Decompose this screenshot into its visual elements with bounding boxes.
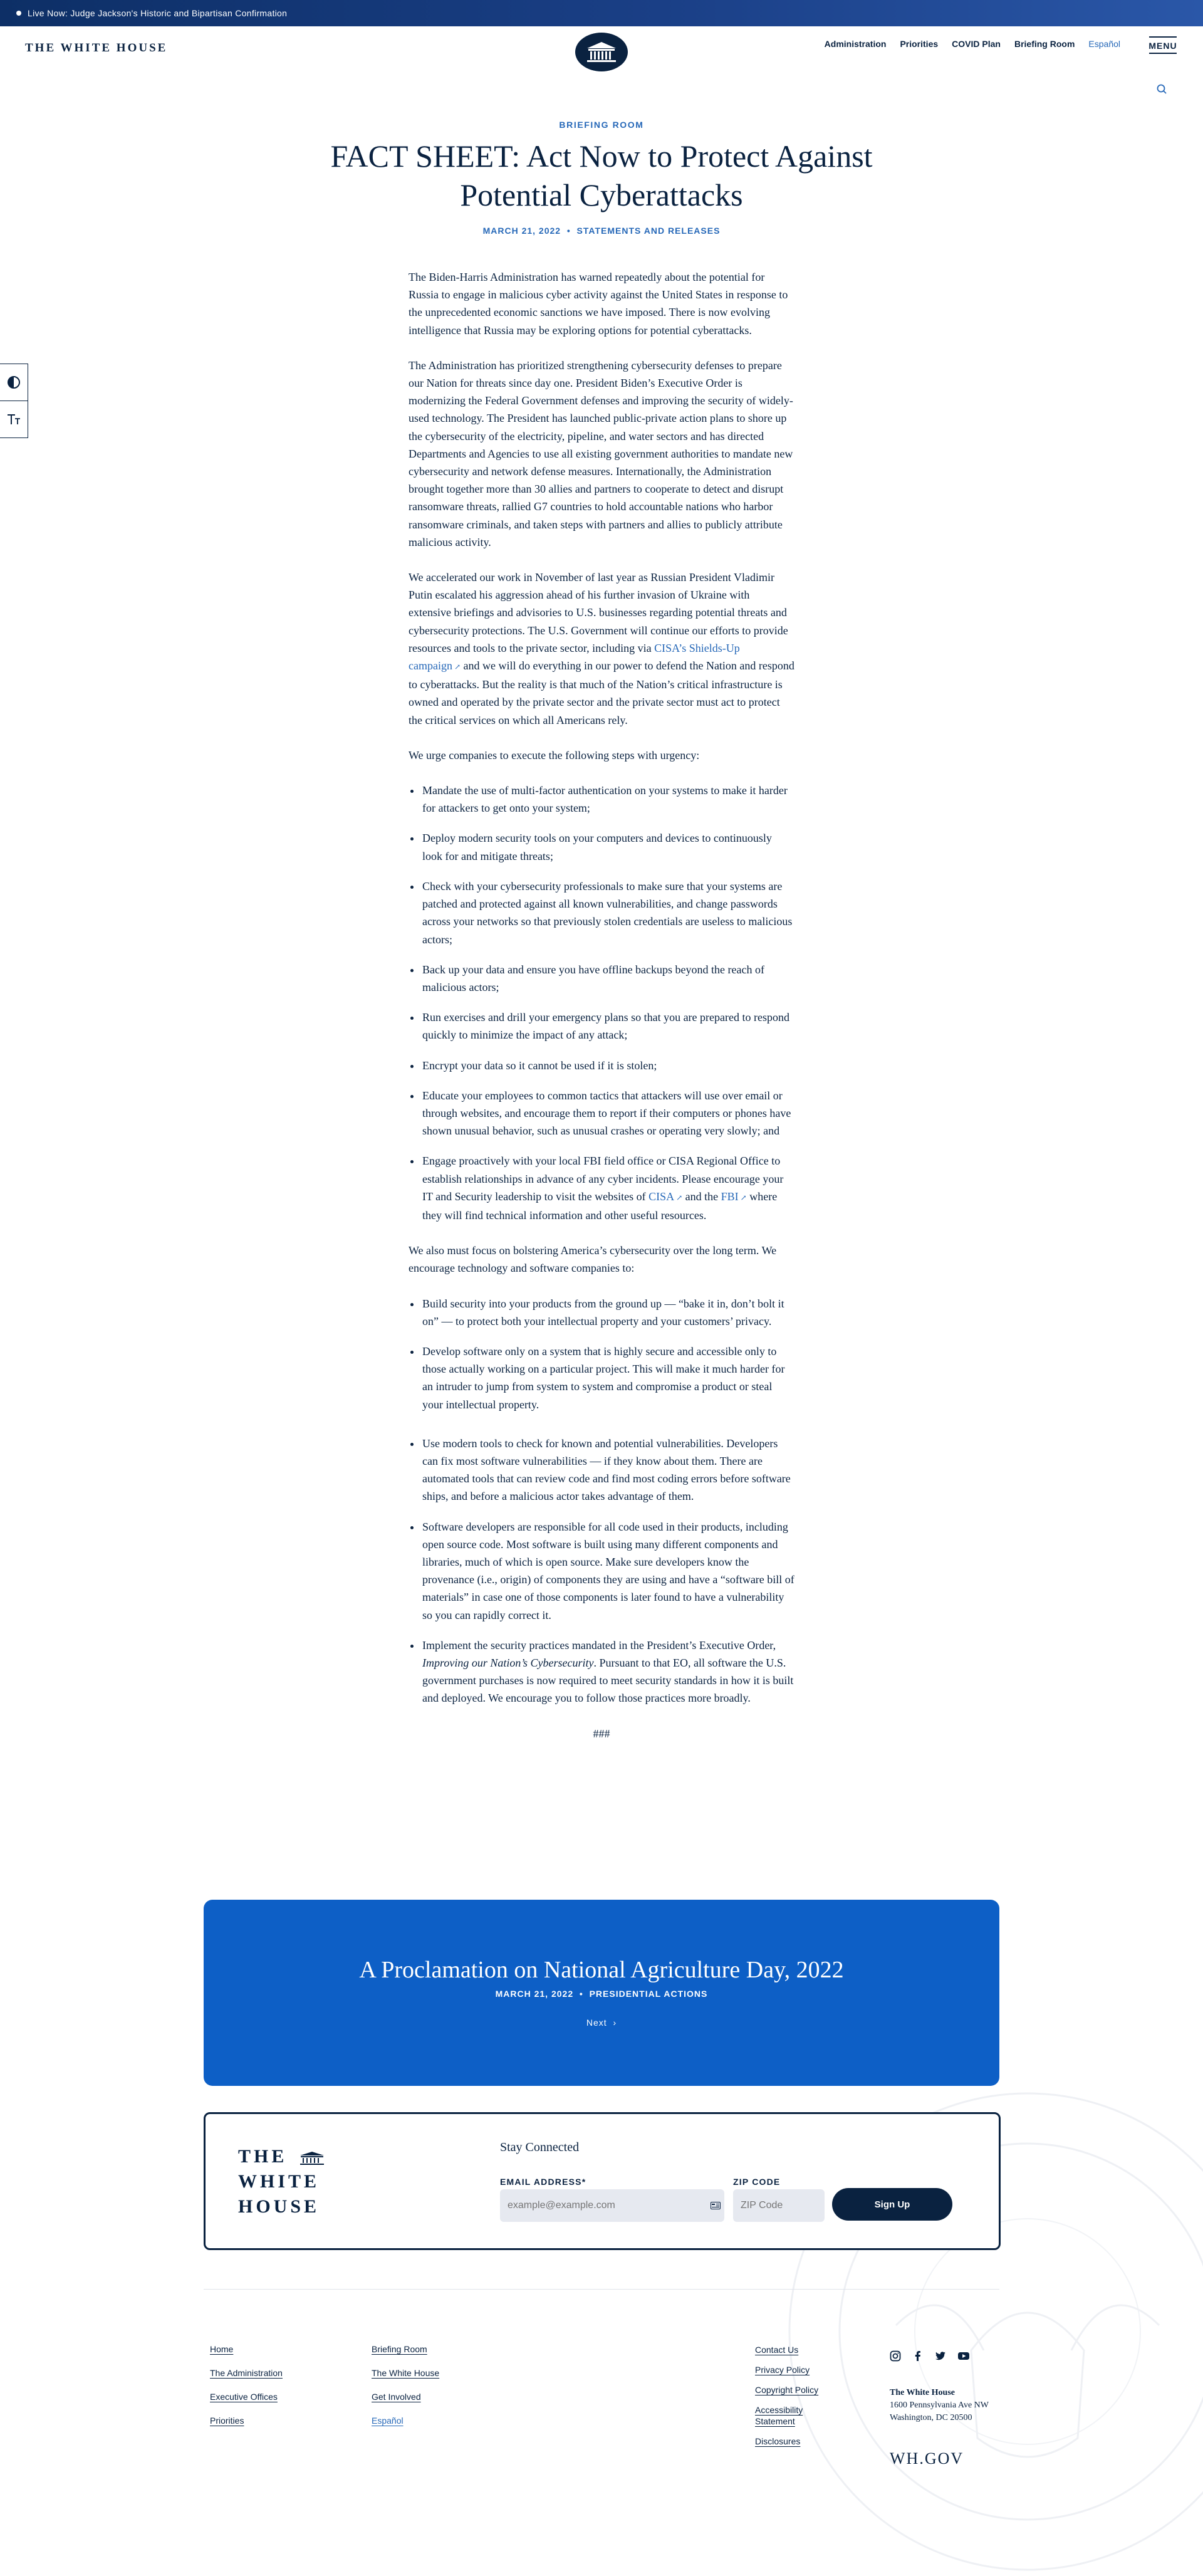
zip-code-field[interactable] [733,2189,825,2222]
paragraph-1: The Biden-Harris Administration has warned repeatedly about the potential for Russia to engage in malicious cyber activity against the United States in response to the unprecedented economic sanctions we have imposed. There is now evolving intelligence that Russia may be exploring options for potential cyberattacks. [409,271,788,337]
wh-gov-wordmark[interactable]: WH.GOV [890,2449,964,2468]
list-item [421,1636,794,1707]
text-size-icon[interactable] [0,401,28,437]
social-links [890,2350,970,2362]
nav-priorities[interactable]: Priorities [900,39,939,49]
email-label: EMAIL ADDRESS* [500,2177,586,2187]
footer-column-3 [755,2344,830,2456]
menu-button[interactable] [1148,36,1178,57]
white-house-logo[interactable] [238,2144,326,2219]
address-line-1: 1600 Pennsylvania Ave NW [890,2401,989,2410]
address-line-2: Washington, DC 20500 [890,2413,972,2422]
executive-order-title: Improving our Nation’s Cybersecurity [422,1657,594,1669]
footer-link-contact[interactable]: Contact Us [755,2345,799,2355]
meta-separator: • [576,1989,590,1999]
article-body [409,268,794,1742]
list-item: • Develop software only on a system that is highly secure and accessible only to those actually working on a particular project. This will make it much harder for an intruder to jump from system to system and compromise a product or steal your intellectual property. [421,1343,794,1413]
footer-column-2 [372,2344,439,2439]
list-item: • Use modern tools to check for known and potential vulnerabilities. Developers can fix most software vulnerabilities — if they know about them. There are automated tools that can review code and find most coding errors before software ships, and before a malicious actor takes advantage of them. [421,1435,794,1505]
paragraph-3 [409,568,794,729]
main-nav [825,39,1120,49]
footer-link-copyright[interactable]: Copyright Policy [755,2385,819,2395]
list-item: • Mandate the use of multi-factor authentication on your systems to make it harder for attackers to get onto your system; [421,782,794,817]
list-item-text-c: where they will find technical information and other useful resources. [422,1190,778,1222]
email-field[interactable] [500,2189,724,2222]
next-link[interactable] [204,2018,999,2028]
newsletter-heading: Stay Connected [500,2140,580,2154]
list-item: • Check with your cybersecurity professionals to make sure that your systems are patched and protected against all known vulnerabilities, and change passwords across your networks so that previously stolen credentials are useless to malicious actors; [421,877,794,948]
cisa-shields-up-link-text: CISA’s Shields-Up campaign [409,641,740,673]
footer-link-home[interactable]: Home [210,2344,234,2354]
logo-line: HOUSE [238,2196,320,2217]
article-date: MARCH 21, 2022 [482,226,561,236]
paragraph-2: The Administration has prioritized strengthening cybersecurity defenses to prepare our Nation for threats since day one. President Biden’s Executive Order is modernizing the Federal Government defenses and improving the security of widely-used technology. The President has launched public-private action plans to shore up the cybersecurity of the electricity, pipeline, and water sectors and has directed Departments and Agencies to use all existing government authorities to mandate new cybersecurity and network defense measures. Internationally, the Administration brought together more than 30 allies and partners to cooperate to detect and disrupt ransomware threats, rallied G7 countries to hold accountable nations who harbor ransomware criminals, and taken steps with partners and allies to publicly attribute malicious activity. [409,359,793,548]
list-item: • Run exercises and drill your emergency plans so that you are prepared to respond quickly to minimize the impact of any attack; [421,1008,794,1044]
cisa-link-text: CISA [648,1190,675,1203]
briefing-room-eyebrow[interactable]: BRIEFING ROOM [559,120,644,130]
meta-separator: • [563,226,577,236]
next-article-category: PRESIDENTIAL ACTIONS [589,1989,708,1999]
list-item: • Encrypt your data so it cannot be used if it is stolen; [421,1057,794,1074]
facebook-icon[interactable] [912,2350,924,2362]
footer-link-espanol[interactable]: Español [372,2416,404,2426]
footer-link-privacy[interactable]: Privacy Policy [755,2365,810,2375]
logo-line: THE [238,2144,326,2169]
footer-link-administration[interactable]: The Administration [210,2368,283,2378]
white-house-seal-icon[interactable] [575,33,628,71]
cisa-link[interactable] [648,1190,682,1203]
footer-link-white-house[interactable]: The White House [372,2368,440,2378]
list-item-text-b: . Pursuant to that EO, all software the U.S. government purchases is now required to meet security standards in how it is built and deployed. We encourage you to follow those practices more broadly. [422,1657,794,1705]
white-house-building-icon [298,2150,326,2165]
next-article-title[interactable]: A Proclamation on National Agriculture Day, 2022 [359,1957,844,1983]
footer-link-briefing-room[interactable]: Briefing Room [372,2344,427,2354]
footer-divider [204,2289,999,2290]
banner-text[interactable]: Live Now: Judge Jackson's Historic and Bipartisan Confirmation [28,8,288,18]
site-header [0,26,1203,108]
zip-label: ZIP CODE [733,2177,781,2187]
fbi-link-text: FBI [721,1190,739,1203]
newsletter-signup [204,2112,1001,2250]
twitter-icon[interactable] [935,2350,946,2362]
site-wordmark[interactable]: THE WHITE HOUSE [25,41,168,55]
external-link-icon: ↗ [740,1193,747,1202]
end-mark: ### [593,1727,610,1740]
nav-espanol[interactable]: Español [1088,39,1120,49]
live-dot-icon [16,11,21,16]
youtube-icon[interactable] [957,2350,970,2362]
logo-line: WHITE [238,2171,320,2192]
instagram-icon[interactable] [890,2350,901,2362]
external-link-icon: ↗ [454,662,461,672]
list-item: • Deploy modern security tools on your computers and devices to continuously look for and mitigate threats; [421,829,794,864]
paragraph-3-text-b: and we will do everything in our power to defend the Nation and respond to cyberattacks. But the reality is that much of the Nation’s critical infrastructure is owned and operated by the private sector and the private sector must act to protect the critical services on which all Americans rely. [409,659,794,726]
next-link-label: Next [586,2018,607,2028]
live-banner[interactable] [0,0,1203,26]
nav-briefing-room[interactable]: Briefing Room [1014,39,1075,49]
list-item: • Build security into your products from the ground up — “bake it in, don’t bolt it on” — to protect both your intellectual property and your customers’ privacy. [421,1295,794,1330]
page-title: FACT SHEET: Act Now to Protect Against Potential Cyberattacks [330,139,873,212]
footer-column-1 [210,2344,283,2439]
autofill-card-icon[interactable] [711,2202,721,2209]
list-item [421,1152,794,1224]
menu-label: MENU [1148,41,1177,51]
footer-link-get-involved[interactable]: Get Involved [372,2392,421,2402]
footer-address [890,2387,989,2424]
fbi-link[interactable] [721,1190,747,1203]
urgent-steps-list [409,782,794,1224]
footer-link-executive-offices[interactable]: Executive Offices [210,2392,278,2402]
accessibility-tools [0,364,28,438]
paragraph-3-text-a: We accelerated our work in November of last year as Russian President Vladimir Putin escalated his aggression ahead of his further invasion of Ukraine with extensive briefings and advisories to U.S. businesses regarding potential threats and cybersecurity protections. The U.S. Government will continue our efforts to provide resources and tools to the private sector, including via [409,571,788,654]
paragraph-4: We urge companies to execute the following steps with urgency: [409,748,700,762]
long-term-steps-list [409,1295,794,1707]
nav-covid-plan[interactable]: COVID Plan [952,39,1001,49]
paragraph-5: We also must focus on bolstering America’s cybersecurity over the long term. We encourage technology and software companies to: [409,1244,777,1275]
nav-administration[interactable]: Administration [824,39,887,49]
next-article-meta [204,1989,999,1999]
list-item-text-b: and the [682,1190,721,1203]
arrow-right-icon: › [610,2018,617,2028]
footer-link-priorities[interactable]: Priorities [210,2416,244,2426]
list-item: • Software developers are responsible for all code used in their products, including open source code. Most software is built using many different components and libraries, much of which is open source. Make sure developers know the provenance (i.e., origin) of components they are using and have a “software bill of materials” in case one of those components is later found to have a vulnerability so you can rapidly correct it. [421,1518,794,1624]
list-item-text-a: Engage proactively with your local FBI field office or CISA Regional Office to establish relationships in advance of any cyber incidents. Please encourage your IT and Security leadership to visit the websites of [422,1154,784,1203]
search-icon[interactable] [1155,83,1169,97]
contrast-toggle-icon[interactable] [0,364,28,401]
menu-underline [1149,53,1177,54]
footer-link-accessibility[interactable]: Accessibility Statement [755,2405,803,2426]
hamburger-icon [1149,36,1177,38]
article-meta [0,226,1203,236]
list-item-text-a: Implement the security practices mandated in the President’s Executive Order, [422,1638,776,1652]
footer-link-disclosures[interactable]: Disclosures [755,2436,801,2446]
next-article-card[interactable] [204,1900,999,2086]
external-link-icon: ↗ [676,1193,683,1202]
list-item: • Educate your employees to common tactics that attackers will use over email or through websites, and encourage them to report if their computers or phones have shown unusual behavior, such as unusual crashes or operating very slowly; and [421,1087,794,1140]
next-article-date: MARCH 21, 2022 [495,1989,574,1999]
address-name: The White House [890,2388,955,2397]
article-category[interactable]: STATEMENTS AND RELEASES [576,226,721,236]
sign-up-button[interactable]: Sign Up [832,2188,952,2221]
list-item: • Back up your data and ensure you have offline backups beyond the reach of malicious actors; [421,961,794,996]
